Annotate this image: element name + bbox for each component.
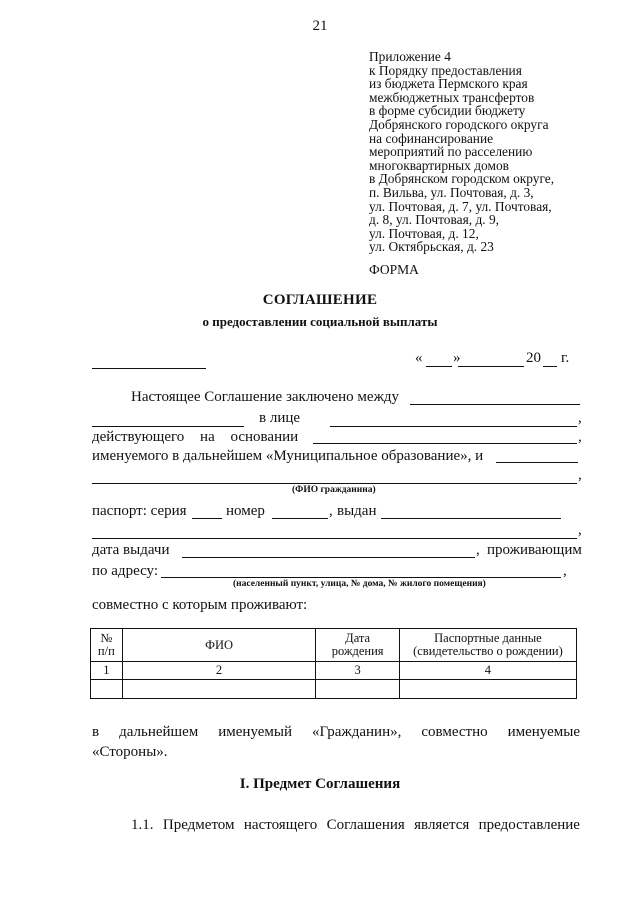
word: Предметом bbox=[162, 817, 235, 833]
date-year-suffix: г. bbox=[561, 350, 570, 366]
word: дальнейшем bbox=[119, 724, 199, 740]
clause-1-1-text bbox=[131, 817, 580, 834]
comma: , bbox=[578, 467, 582, 483]
table-cell: 2 bbox=[122, 662, 316, 680]
comma: , bbox=[578, 429, 582, 445]
appendix-line: в форме субсидии бюджету bbox=[369, 103, 526, 119]
appendix-line: Приложение 4 bbox=[369, 49, 451, 64]
intro-text: Настоящее Соглашение заключено между bbox=[131, 389, 400, 405]
page-number: 21 bbox=[312, 18, 328, 34]
word: Соглашения bbox=[326, 817, 405, 833]
appendix-line: ул. Октябрьская, д. 23 bbox=[369, 239, 494, 255]
appendix-line: межбюджетных трансфертов bbox=[369, 89, 535, 105]
header-birth-date: Дата рождения bbox=[316, 629, 399, 662]
fio-caption: (ФИО гражданина) bbox=[292, 485, 376, 495]
representative-field[interactable] bbox=[330, 426, 577, 427]
word: совместно bbox=[421, 724, 488, 740]
named-text: именуемого в дальнейшем «Муниципальное образование», и bbox=[92, 448, 484, 464]
issue-date-field[interactable] bbox=[182, 557, 475, 558]
form-label: ФОРМА bbox=[369, 262, 419, 277]
comma: , bbox=[563, 563, 567, 579]
acting-basis-text: действующего на основании bbox=[92, 429, 299, 445]
passport-issued-field[interactable] bbox=[381, 518, 561, 519]
table-cell[interactable] bbox=[399, 680, 576, 699]
date-day-field[interactable] bbox=[426, 366, 452, 367]
appendix-line: к Порядку предоставления bbox=[369, 62, 522, 78]
cohabitants-table bbox=[90, 628, 577, 699]
passport-series-field[interactable] bbox=[192, 518, 222, 519]
appendix-line: Добрянского городского округа bbox=[369, 116, 549, 132]
section-title: I. Предмет Соглашения bbox=[239, 776, 401, 792]
word: 1.1. bbox=[131, 817, 154, 833]
table-header-row bbox=[91, 629, 577, 662]
comma: , bbox=[476, 542, 480, 558]
appendix-line: на софинансирование bbox=[369, 130, 494, 146]
appendix-line: ул. Почтовая, д. 7, ул. Почтовая, bbox=[369, 198, 552, 214]
appendix-line: ул. Почтовая, д. 12, bbox=[369, 225, 479, 241]
date-year-prefix: 20 bbox=[526, 350, 541, 366]
table-cell[interactable] bbox=[122, 680, 316, 699]
appendix-line: п. Вильва, ул. Почтовая, д. 3, bbox=[369, 184, 534, 200]
parties-text: «Стороны». bbox=[92, 744, 168, 760]
issue-date-label: дата выдачи bbox=[92, 542, 170, 558]
word: предоставление bbox=[478, 817, 580, 833]
word: настоящего bbox=[243, 817, 318, 833]
passport-series-label: паспорт: серия bbox=[92, 503, 187, 519]
party-name-field[interactable] bbox=[410, 404, 580, 405]
table-cell: 1 bbox=[91, 662, 123, 680]
table-cell: 4 bbox=[399, 662, 576, 680]
citizen-fio-field[interactable] bbox=[92, 483, 577, 484]
comma: , bbox=[578, 522, 582, 538]
appendix-line: в Добрянском городском округе, bbox=[369, 171, 555, 187]
table-row[interactable] bbox=[91, 680, 577, 699]
passport-issued-label: выдан bbox=[337, 503, 377, 519]
table-cell: 3 bbox=[316, 662, 399, 680]
passport-number-label: номер bbox=[226, 503, 265, 519]
residing-label: проживающим bbox=[487, 542, 582, 558]
date-close-quote: » bbox=[453, 350, 461, 366]
comma: , bbox=[329, 503, 333, 519]
passport-issued-field-cont[interactable] bbox=[92, 538, 577, 539]
address-caption: (населенный пункт, улица, № дома, № жилого помещения) bbox=[233, 579, 486, 589]
passport-number-field[interactable] bbox=[272, 518, 328, 519]
date-month-field[interactable] bbox=[458, 366, 524, 367]
table-cell[interactable] bbox=[91, 680, 123, 699]
document-subtitle: о предоставлении социальной выплаты bbox=[202, 314, 438, 329]
appendix-line: д. 8, ул. Почтовая, д. 9, bbox=[369, 212, 500, 228]
basis-field[interactable] bbox=[313, 443, 577, 444]
appendix-header bbox=[369, 50, 554, 254]
date-open-quote: « bbox=[415, 350, 423, 366]
word: именуемые bbox=[507, 724, 580, 740]
header-fio: ФИО bbox=[122, 629, 316, 662]
header-number: № п/п bbox=[91, 629, 123, 662]
document-title: СОГЛАШЕНИЕ bbox=[262, 292, 378, 308]
comma: , bbox=[578, 410, 582, 426]
date-year-field[interactable] bbox=[543, 366, 557, 367]
word: в bbox=[92, 724, 100, 740]
cohabitants-text: совместно с которым проживают: bbox=[92, 597, 308, 613]
citizen-name-field[interactable] bbox=[496, 462, 578, 463]
word: именуемый bbox=[218, 724, 292, 740]
appendix-line: из бюджета Пермского края bbox=[369, 76, 528, 92]
header-passport: Паспортные данные (свидетельство о рождении) bbox=[399, 629, 576, 662]
table-numbering-row bbox=[91, 662, 577, 680]
address-field[interactable] bbox=[161, 577, 561, 578]
in-person-text: в лице bbox=[259, 410, 301, 426]
table-cell[interactable] bbox=[316, 680, 399, 699]
place-field[interactable] bbox=[92, 368, 206, 369]
address-label: по адресу: bbox=[92, 563, 159, 579]
word: «Гражданин», bbox=[311, 724, 402, 740]
party-name-field-cont[interactable] bbox=[92, 426, 244, 427]
appendix-line: мероприятий по расселению bbox=[369, 144, 533, 160]
hereinafter-text bbox=[92, 724, 580, 741]
appendix-line: многоквартирных домов bbox=[369, 157, 509, 173]
word: является bbox=[414, 817, 470, 833]
